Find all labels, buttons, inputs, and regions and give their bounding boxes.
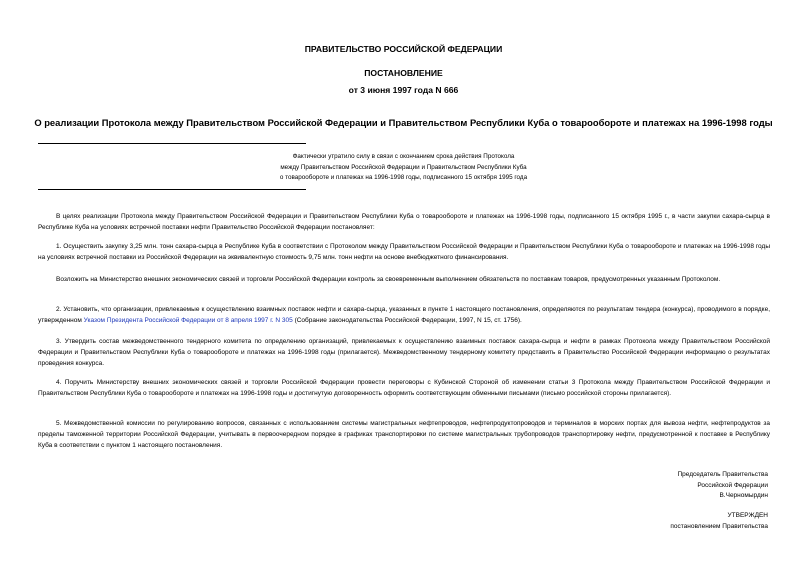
status-note — [0, 152, 807, 184]
approval-source: постановлением Правительства — [670, 522, 768, 530]
status-note-line-2: между Правительством Российской Федерации и Правительством Республики Куба — [280, 163, 527, 171]
signature-name: В.Черномырдин — [719, 492, 768, 499]
paragraph-1: 1. Осуществить закупку 3,25 млн. тонн сахара-сырца в Республике Куба в соответствии с Протоколом между Правительством Российской Федерации и Правительством Республики Куба о товарообороте и платежах на 1996-1998 годы на условиях встречной поставки из Российской Федерации на эквивалентную стоимость 9,75 млн. тонн нефти на основе внебюджетного финансирования. — [38, 243, 770, 261]
document-title: О реализации Протокола между Правительством Российской Федерации и Правительством Республики Куба о товарообороте и платежах на 1996-1998 годы — [34, 117, 773, 128]
signature-position: Председатель Правительства — [677, 471, 768, 478]
signature-block — [677, 470, 768, 502]
government-header: ПРАВИТЕЛЬСТВО РОССИЙСКОЙ ФЕДЕРАЦИИ — [304, 44, 503, 54]
intro-paragraph: В целях реализации Протокола между Правительством Российской Федерации и Правительством Республики Куба о товарообороте и платежах на 1996-1998 годы, подписанного 15 октября 1995 г., в части закупки сахара-сырца в Республике Куба на условиях встречной поставки нефти Правительство Российской Федерации постановляет: — [38, 213, 770, 231]
bottom-divider — [38, 189, 306, 190]
paragraph-2-text-after: (Собрание законодательства Российской Федерации, 1997, N 15, ст. 1756). — [292, 316, 522, 324]
paragraph-2 — [38, 305, 770, 327]
document-date-number: от 3 июня 1997 года N 666 — [348, 85, 459, 95]
document-type: ПОСТАНОВЛЕНИЕ — [364, 68, 443, 78]
approval-status: УТВЕРЖДЕН — [727, 512, 768, 519]
status-note-line-3: о товарообороте и платежах на 1996-1998 годы, подписанного 15 октября 1995 года — [279, 174, 528, 181]
paragraph-5: 5. Межведомственной комиссии по регулированию вопросов, связанных с использованием системы магистральных нефтепроводов, нефтепродуктопроводов и терминалов в морских портах для вывоза нефти, нефтепродуктов за пределы таможенной территории Российской Федерации, учитывать в первоочередном порядке в графиках транспортировки по системе магистральных трубопроводов транспортировку нефти, предусмотренной к поставке в Республику Куба в соответствии с пунктом 1 настоящего постановления. — [38, 420, 770, 449]
paragraph-4: 4. Поручить Министерству внешних экономических связей и торговли Российской Федерации провести переговоры с Кубинской Стороной об изменении статьи 3 Протокола между Правительством Российской Федерации и Правительством Республики Куба о товарообороте и платежах на 1996-1998 годы и достигнутую договоренность оформить соответствующим обменными письмами (письмо российской стороны прилагается). — [38, 379, 770, 397]
approval-block — [670, 511, 768, 532]
decree-link[interactable]: Указом Президента Российской Федерации от 8 апреля 1997 г. N 305 — [83, 316, 293, 324]
status-note-line-1: Фактически утратило силу в связи с окончанием срока действия Протокола — [292, 153, 515, 160]
signature-country: Российской Федерации — [697, 481, 768, 489]
paragraph-3: 3. Утвердить состав межведомственного тендерного комитета по определению организаций, привлекаемых к осуществлению взаимных поставок сахара-сырца и нефти в рамках Протокола между Правительством Российской Федерации и Правительством Республики Куба о товарообороте и платежах на 1996-1998 годы (прилагается). Межведомственному тендерному комитету представить в Правительство Российской Федерации информацию о результатах проведения конкурса. — [38, 338, 770, 367]
paragraph-2-text-before: 2. Установить, что организации, привлекаемые к осуществлению взаимных поставок нефти и сахара-сырца, указанных в пункте 1 настоящего постановления, определяются по результатам тендера (конкурса), проводимого в порядке, утвержденном — [38, 306, 770, 324]
paragraph-1b: Возложить на Министерство внешних экономических связей и торговли Российской Федерации контроль за своевременным выполнением обязательств по поставкам товаров, предусмотренных указанным Протоколом. — [56, 276, 721, 283]
top-divider — [38, 143, 306, 144]
